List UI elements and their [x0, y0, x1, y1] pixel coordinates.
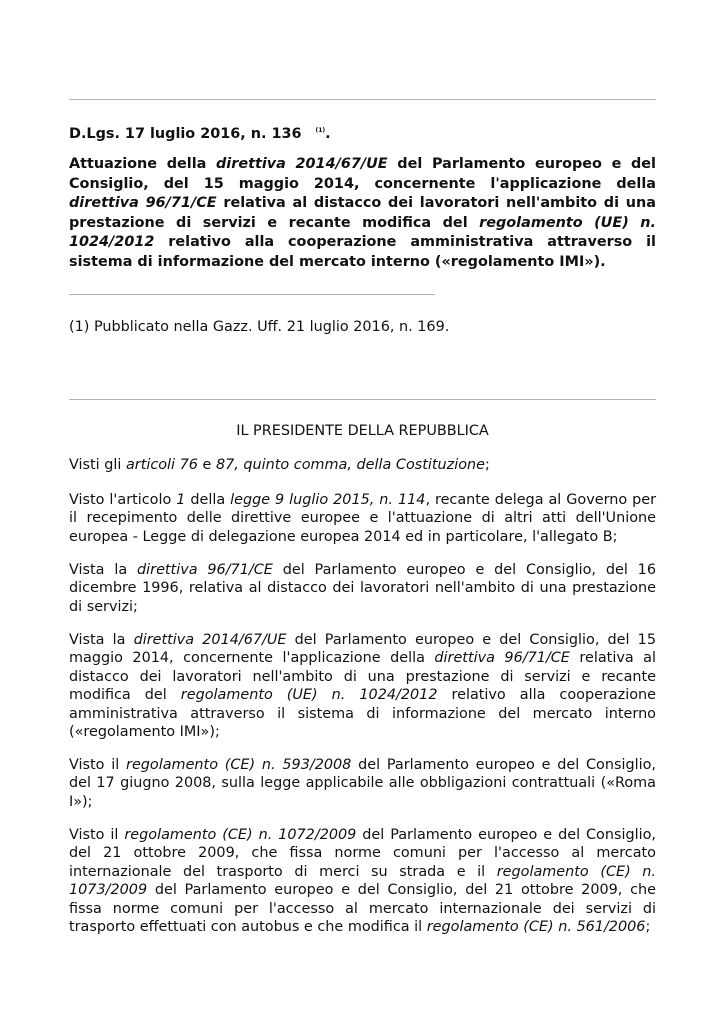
- heading-text: relativa al distacco dei lavoratori nell'ambito di una prestazione di servizi e recante modifica del: [69, 195, 656, 231]
- paragraph-text: del Parlamento europeo e del Consiglio, del 16 dicembre 1996, relativa al distacco dei lavoratori nell'ambito di una prestazione di servizi;: [69, 562, 656, 615]
- heading-link-regulation-1024-2012[interactable]: regolamento (UE) n. 1024/2012: [69, 214, 656, 251]
- paragraph-legge-114: [69, 491, 656, 546]
- link-regolamento-1072-2009[interactable]: regolamento (CE) n. 1072/2009: [124, 827, 357, 843]
- link-regolamento-1073-2009[interactable]: regolamento (CE) n. 1073/2009: [69, 863, 656, 899]
- paragraph-direttiva-96-71: [69, 561, 656, 616]
- paragraph-regolamento-593-2008: [69, 756, 656, 811]
- heading-text: relativo alla cooperazione amministrativa attraverso il sistema di informazione del mercato interno («regolamento IMI»).: [69, 234, 656, 270]
- paragraph-direttiva-2014-67: [69, 631, 656, 741]
- link-costituzione[interactable]: 87, quinto comma, della Costituzione: [215, 457, 485, 473]
- footnote-ref[interactable]: (1): [315, 127, 326, 134]
- paragraph-text: del Parlamento europeo e del Consiglio, del 15 maggio 2014, concernente l'applicazione della: [69, 632, 656, 667]
- paragraph-text: relativa al distacco dei lavoratori nell'ambito di una prestazione di servizi e recante modifica del: [69, 650, 656, 704]
- link-direttiva-96-71[interactable]: direttiva 96/71/CE: [434, 650, 570, 667]
- paragraph-text: Vista la: [69, 562, 138, 578]
- decree-heading: [69, 155, 656, 273]
- heading-link-directive-96-71[interactable]: direttiva 96/71/CE: [69, 195, 217, 212]
- link-direttiva-96-71[interactable]: direttiva 96/71/CE: [137, 562, 273, 578]
- paragraph-text: Visto l'articolo: [69, 492, 177, 508]
- paragraph-text: Visto il: [69, 757, 127, 773]
- decree-title-end: .: [325, 126, 331, 142]
- decree-title-text: D.Lgs. 17 luglio 2016, n. 136: [69, 126, 302, 142]
- footnote-divider: [69, 294, 435, 295]
- paragraph-text: ;: [645, 919, 651, 936]
- link-regolamento-1024-2012[interactable]: regolamento (UE) n. 1024/2012: [180, 687, 438, 704]
- paragraph-text: Visti gli: [69, 457, 126, 473]
- paragraph-visti-articoli: [69, 456, 656, 474]
- link-regolamento-593-2008[interactable]: regolamento (CE) n. 593/2008: [126, 757, 352, 773]
- paragraph-regolamento-1072-2009: [69, 826, 656, 936]
- section-divider: [69, 399, 656, 400]
- paragraph-text: , recante delega al Governo per il recepimento delle direttive europee e l'attuazione di altri atti dell'Unione europea - Legge di delegazione europea 2014 ed in particolare, l'allegato B;: [69, 492, 657, 545]
- link-articoli-76[interactable]: articoli 76: [125, 457, 198, 473]
- top-divider: [69, 99, 656, 100]
- footnote-text: (1) Pubblicato nella Gazz. Uff. 21 luglio 2016, n. 169.: [69, 319, 450, 335]
- link-regolamento-561-2006[interactable]: regolamento (CE) n. 561/2006: [426, 919, 646, 936]
- president-heading: IL PRESIDENTE DELLA REPUBBLICA: [236, 423, 489, 439]
- paragraph-text: del Parlamento europeo e del Consiglio, del 21 ottobre 2009, che fissa norme comuni per l'accesso al mercato internazionale del trasporto di merci su strada e il: [69, 827, 656, 880]
- paragraph-text: Vista la: [69, 632, 134, 648]
- paragraph-text: del Parlamento europeo e del Consiglio, del 17 giugno 2008, sulla legge applicabile alle obbligazioni contrattuali («Roma I»);: [69, 757, 656, 810]
- heading-text: del Parlamento europeo e del Consiglio, del 15 maggio 2014, concernente l'applicazione della: [69, 156, 656, 192]
- paragraph-text: e: [197, 457, 216, 473]
- paragraph-text: Visto il: [69, 827, 125, 843]
- heading-link-directive-2014-67[interactable]: direttiva 2014/67/UE: [216, 156, 388, 172]
- paragraph-text: ;: [485, 457, 490, 473]
- paragraph-text: del Parlamento europeo e del Consiglio, del 21 ottobre 2009, che fissa norme comuni per l'accesso al mercato internazionale dei servizi di trasporto effettuati con autobus e che modifica il: [69, 882, 656, 936]
- link-articolo-1[interactable]: 1: [176, 492, 186, 508]
- decree-title: [69, 122, 331, 143]
- link-legge-114-2015[interactable]: legge 9 luglio 2015, n. 114: [230, 492, 426, 508]
- paragraph-text: relativo alla cooperazione amministrativa attraverso il sistema di informazione del mercato interno («regolamento IMI»);: [69, 687, 656, 741]
- paragraph-text: della: [185, 492, 231, 508]
- link-direttiva-2014-67[interactable]: direttiva 2014/67/UE: [133, 632, 287, 648]
- heading-text: Attuazione della: [69, 156, 216, 172]
